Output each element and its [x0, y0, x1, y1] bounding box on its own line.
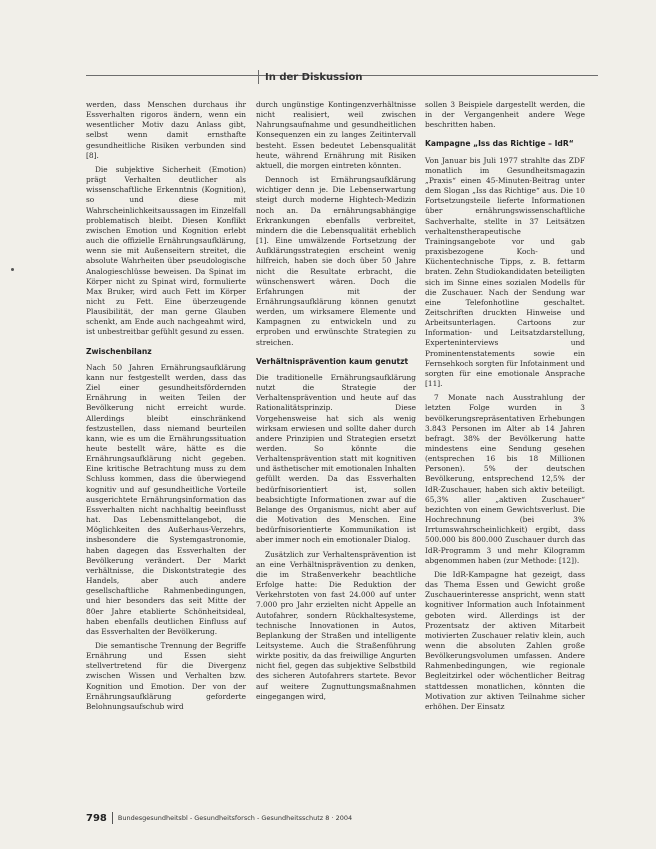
- text-column-3: [425, 100, 585, 716]
- page-footer: [86, 812, 352, 824]
- paragraph: Dennoch ist Ernährungsaufklärung wichtiger denn je. Die Lebenserwartung steigt durch moderne Hightech-Medizin noch an. Da ernährungsabhängige Erkrankungen ebenfalls verbreitet, mindern die die Lebensqualität erheblich [1]. Eine umwälzende Fortsetzung der Aufklärungsstrategien erscheint wenig hilfreich, haben sie doch über 50 Jahre nicht die Resultate erbracht, die wünschenswert wären. Doch die Erfahrungen mit der Ernährungsaufklärung können genutzt werden, um wirksamere Elemente und Kampagnen zu entwickeln und zu erproben und erwünschte Strategien zu streichen.: [256, 175, 416, 347]
- paragraph: Zusätzlich zur Verhaltensprävention ist an eine Verhältnisprävention zu denken, die im Straßenverkehr beachtliche Erfolge hatte: Die Reduktion der Verkehrstoten von fast 24.000 auf unter 7.000 pro Jahr erzielten nicht Appelle an Autofahrer, sondern Rückhaltesysteme, technische Innovationen in Autos, Beplankung der Straßen und intelligente Leitsysteme. Auch die Straßenführung wirkte positiv, da das freiwillige Angurten nicht fiel, gegen das subjektive Selbstbild des sicheren Autofahrers startete. Bevor auf weitere Zugnuttungsmaßnahmen eingegangen wird,: [256, 549, 416, 701]
- paragraph: Die semantische Trennung der Begriffe Ernährung und Essen sieht stellvertretend für die Divergenz zwischen Wissen und Verhalten bzw. Kognition und Emotion. Der von der Ernährungsaufklärung geforderte Belohnungsaufschub wird: [86, 640, 246, 711]
- paragraph: 7 Monate nach Ausstrahlung der letzten Folge wurden in 3 bevölkerungsrepräsentativen Erhebungen 3.843 Personen im Alter ab 14 Jahren befragt. 38% der Bevölkerung hatte mindestens eine Sendung gesehen (entsprechen 16 bis 18 Millionen Personen). 5% der deutschen Bevölkerung, entsprechend 12,5% der IdR-Zuschauer, haben sich aktiv beteiligt. 65,3% aller „aktiven Zuschauer“ bezichten von einem Gewichtsverlust. Die Hochrechnung (bei 3% Irrtumswahrscheinlichkeit) ergibt, dass 500.000 bis 800.000 Zuschauer durch das IdR-Programm 3 und mehr Kilogramm abgenommen haben (zur Methode: [12]).: [425, 393, 585, 565]
- paragraph: werden, dass Menschen durchaus ihr Essverhalten rigoros ändern, wenn ein wesentlicher Motiv dazu Anlass gibt, selbst wenn damit ernsthafte gesundheitliche Risiken verbunden sind [8].: [86, 100, 246, 160]
- section-heading: Zwischenbilanz: [86, 346, 152, 356]
- text-column-1: [86, 100, 246, 716]
- footer-separator: [112, 812, 113, 824]
- paragraph: Nach 50 Jahren Ernährungsaufklärung kann nur festgestellt werden, dass das Ziel einer gesundheitsfördernden Ernährung in weiten Teilen der Bevölkerung nicht erreicht wurde. Allerdings bleibt einschränkend festzustellen, dass niemand beurteilen kann, wie es um die Ernährungssituation heute bestellt wäre, hätte es die Ernährungsaufklärung nicht gegeben. Eine kritische Betrachtung muss zu dem Schluss kommen, dass die überwiegend kognitiv und auf gesundheitliche Vorteile ausgerichtete Ernährungsinformation das Essverhalten nicht nachhaltig beeinflusst hat. Das Lebensmittelangebot, die Möglichkeiten des Außerhaus-Verzehrs, insbesondere die Systemgastronomie, haben dagegen das Essverhalten der Bevölkerung verändert. Der Markt verhältnisse, die Diskontstrategie des Handels, aber auch andere gesellschaftliche Rahmenbedingungen, und hier besonders das seit Mitte der 80er Jahre etablierte Schönheitsideal, haben ebenfalls deutlichen Einfluss auf das Essverhalten der Bevölkerung.: [86, 362, 246, 636]
- paragraph: sollen 3 Beispiele dargestellt werden, die in der Vergangenheit andere Wege beschritten haben.: [425, 100, 585, 130]
- section-heading: Verhältnisprävention kaum genutzt: [256, 356, 409, 366]
- section-title: In der Diskussion: [265, 72, 363, 83]
- paragraph: Von Januar bis Juli 1977 strahlte das ZDF monatlich im Gesundheitsmagazin „Praxis“ einen 45-Minuten-Beitrag unter dem Slogan „Iss das Richtige“ aus. Die 10 Fortsetzungsteile lieferte Informationen über ernährungswissenschaftliche Sachverhalte, stellte in 37 Leitsätzen verhaltenstherapeutische Trainingsangebote vor und gab praxisbezogene Koch- und Küchentechnische Tipps, z. B. fettarm braten. Zehn Studiokandidaten beteiligten sich im Sinne eines sozialen Modells für die Zuschauer. Nach der Sendung war eine Telefonhotline geschaltet. Zeitschriften druckten Hinweise und Arbeitsunterlagen. Cartoons zur Information- und Leitsatzdarstellung, Experteninterviews und Prominentenstatements sowie ein Fernsehkoch sorgten für Infotainment und sorgten für eine emotionale Ansprache [11].: [425, 155, 585, 389]
- paragraph: Die subjektive Sicherheit (Emotion) prägt Verhalten deutlicher als wissenschaftliche Erkenntnis (Kognition), so und diese mit Wahrscheinlichkeitsaussagen im Einzelfall problematisch bleibt. Diesen Konflikt zwischen Emotion und Kognition erlebt auch die offizielle Ernährungsaufklärung, wenn sie mit Außenseitern streitet, die absolute Wahrheiten über pseudologische Analogieschlüsse beweisen. Da Spinat im Körper nicht zu Spinat wird, formulierte Max Bruker, wird auch Fett im Körper nicht zu Fett. Eine überzeugende Plausibilität, der man gerne Glauben schenkt, am Ende auch nachgeahmt wird, ist unbestreitbar gefühlt gesund zu essen.: [86, 164, 246, 337]
- header-tick: [258, 70, 259, 84]
- paragraph: Die traditionelle Ernährungsaufklärung nutzt die Strategie der Verhaltensprävention und heute auf das Rationalitätsprinzip. Diese Vorgehensweise hat sich als wenig wirksam erwiesen und sollte daher durch andere Prinzipien und Strategien ersetzt werden. So könnte die Verhaltensprävention statt mit kognitiven und ästhetischer mit emotionalen Inhalten gefüllt werden. Da das Essverhalten bedürfnisorientiert ist, sollen beabsichtigte Informationen zwar auf die Belange des Organismus, nicht aber auf die Motivation des Menschen. Eine bedürfnisorientierte Kommunikation ist aber immer noch ein emotionaler Dialog.: [256, 372, 416, 545]
- margin-punch-mark: [11, 268, 14, 271]
- journal-citation: Bundesgesundheitsbl - Gesundheitsforsch - Gesundheitsschutz 8 · 2004: [117, 814, 353, 822]
- text-column-2: [256, 100, 416, 706]
- page-number: 798: [86, 812, 107, 824]
- paragraph: Die IdR-Kampagne hat gezeigt, dass das Thema Essen und Gewicht große Zuschauerinteresse anspricht, wenn statt kognitiver Information auch Infotainment geboten wird. Allerdings ist der Prozentsatz der aktiven Mitarbeit motivierten Zuschauer relativ klein, auch wenn die absoluten Zahlen große Bevölkerungsvolumen umfassen. Andere Rahmenbedingungen, wie regionale Begleitzirkel oder wöchentlicher Beitrag stattdessen monatlichen, könnten die Motivation zur aktiven Teilnahme sicher erhöhen. Der Einsatz: [425, 569, 585, 711]
- paragraph: durch ungünstige Kontingenzverhältnisse nicht realisiert, weil zwischen Nahrungsaufnahme und gesundheitlichen Konsequenzen ein zu langes Zeitintervall besteht. Essen bedeutet Lebensqualität heute, während Ernährung mit Risiken aktuell, die morgen eintreten könnten.: [256, 100, 416, 170]
- section-heading: Kampagne „Iss das Richtige – IdR“: [425, 139, 574, 149]
